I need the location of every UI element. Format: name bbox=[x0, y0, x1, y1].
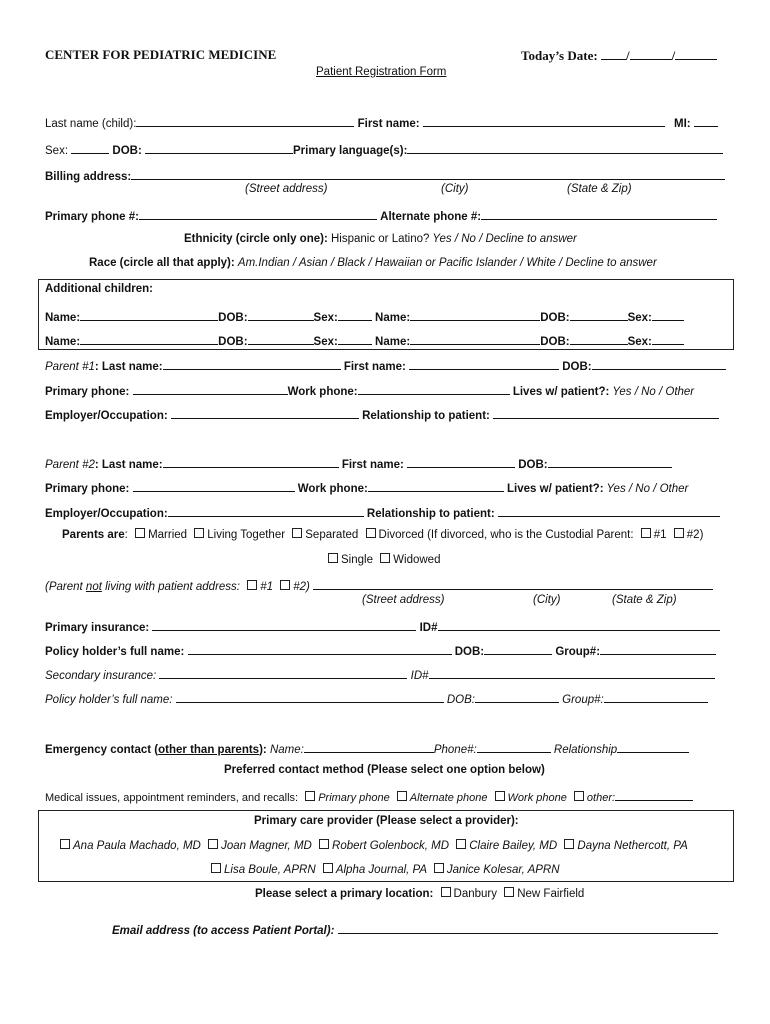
language-label: Primary language(s): bbox=[293, 145, 408, 157]
primary-insurance-label: Primary insurance: bbox=[45, 622, 150, 634]
provider-checkbox[interactable] bbox=[211, 863, 221, 873]
address-parent1-label: #1 bbox=[260, 581, 273, 593]
primary-phone-label: Primary phone #: bbox=[45, 211, 139, 223]
parent2-last-name-field[interactable] bbox=[163, 455, 339, 468]
policy-holder-dob-field[interactable] bbox=[484, 642, 552, 655]
parent1-last-name-field[interactable] bbox=[163, 357, 341, 370]
primary-phone-field[interactable] bbox=[139, 207, 377, 220]
policy-holder-field[interactable] bbox=[188, 642, 452, 655]
contact-primary-phone-checkbox[interactable] bbox=[305, 791, 315, 801]
child-dob-field[interactable] bbox=[570, 332, 628, 345]
ethnicity-options[interactable]: Yes / No / Decline to answer bbox=[429, 233, 577, 245]
child-name-field[interactable] bbox=[80, 308, 218, 321]
org-name: CENTER FOR PEDIATRIC MEDICINE bbox=[45, 47, 277, 62]
form-title: Patient Registration Form bbox=[316, 66, 447, 78]
emergency-label-b: ): bbox=[259, 744, 267, 756]
provider-boule: Lisa Boule, APRN bbox=[224, 864, 316, 876]
location-row bbox=[255, 887, 584, 900]
parent1-employer-field[interactable] bbox=[171, 406, 359, 419]
policy-holder-dob-label: DOB: bbox=[454, 646, 485, 658]
parent1-relationship-label: Relationship to patient: bbox=[362, 410, 490, 422]
child-dob-field[interactable] bbox=[570, 308, 628, 321]
child-dob-field[interactable] bbox=[248, 308, 314, 321]
policy-holder-row bbox=[45, 642, 716, 658]
alternate-phone-field[interactable] bbox=[481, 207, 717, 220]
provider-checkbox[interactable] bbox=[434, 863, 444, 873]
primary-insurance-row bbox=[45, 618, 720, 634]
provider-row-1 bbox=[56, 839, 688, 852]
billing-row bbox=[45, 167, 725, 183]
contact-primary-phone-label: Primary phone bbox=[318, 792, 390, 804]
parent1-relationship-field[interactable] bbox=[493, 406, 719, 419]
separated-checkbox[interactable] bbox=[292, 528, 302, 538]
address-parent2-checkbox[interactable] bbox=[280, 580, 290, 590]
provider-nethercott: Dayna Nethercott, PA bbox=[577, 840, 688, 852]
provider-checkbox[interactable] bbox=[60, 839, 70, 849]
child-name-field[interactable] bbox=[410, 332, 540, 345]
secondary-holder-row bbox=[45, 690, 708, 706]
parent2-dob-label: DOB: bbox=[518, 459, 548, 471]
child-name-label: Name: bbox=[45, 336, 81, 348]
provider-checkbox[interactable] bbox=[323, 863, 333, 873]
race-label: Race (circle all that apply): bbox=[89, 257, 235, 269]
race-options[interactable]: Am.Indian / Asian / Black / Hawaiian or Pacific Islander / White / Decline to answer bbox=[237, 257, 657, 269]
date-label: Today’s Date: bbox=[521, 48, 598, 63]
primary-id-label: ID# bbox=[419, 622, 438, 634]
child-sex-field[interactable] bbox=[338, 332, 372, 345]
group-field[interactable] bbox=[600, 642, 716, 655]
sex-dob-row bbox=[45, 141, 723, 157]
date-month-field[interactable] bbox=[601, 47, 626, 60]
ethnicity-row bbox=[184, 233, 577, 245]
date-separator: / bbox=[671, 48, 676, 63]
parent1-primary-phone-field[interactable] bbox=[133, 382, 288, 395]
divorced-checkbox[interactable] bbox=[366, 528, 376, 538]
new-fairfield-label: New Fairfield bbox=[517, 888, 585, 900]
secondary-holder-dob-label: DOB: bbox=[446, 694, 475, 706]
date-year-field[interactable] bbox=[675, 47, 717, 60]
provider-golenbock: Robert Golenbock, MD bbox=[332, 840, 449, 852]
divorced-label: Divorced (If divorced, who is the Custodial Parent: bbox=[378, 529, 634, 541]
email-field[interactable] bbox=[338, 921, 718, 934]
parent1-first-name-field[interactable] bbox=[409, 357, 559, 370]
date-day-field[interactable] bbox=[630, 47, 672, 60]
parent1-dob-field[interactable] bbox=[592, 357, 726, 370]
parent2-dob-field[interactable] bbox=[548, 455, 672, 468]
child-name-label: Name: bbox=[375, 312, 411, 324]
emergency-relationship-label: Relationship bbox=[553, 744, 618, 756]
widowed-checkbox[interactable] bbox=[380, 553, 390, 563]
secondary-insurance-label: Secondary insurance: bbox=[45, 670, 157, 682]
parent2-last-name-label: : Last name: bbox=[94, 459, 163, 471]
provider-row-2 bbox=[207, 863, 560, 876]
parent2-first-name-field[interactable] bbox=[407, 455, 515, 468]
child-name-label: Name: bbox=[45, 312, 81, 324]
parent1-lives-options[interactable]: Yes / No / Other bbox=[609, 386, 695, 398]
emergency-relationship-field[interactable] bbox=[617, 740, 689, 753]
location-label: Please select a primary location: bbox=[255, 888, 434, 900]
single-label: Single bbox=[341, 554, 373, 566]
language-field[interactable] bbox=[407, 141, 723, 154]
parent-address-row bbox=[45, 577, 713, 593]
parent-address-city-hint: (City) bbox=[533, 594, 561, 606]
emergency-label-a: Emergency contact ( bbox=[45, 744, 159, 756]
first-name-label: First name: bbox=[357, 118, 420, 130]
contact-alternate-phone-label: Alternate phone bbox=[409, 792, 488, 804]
billing-field[interactable] bbox=[131, 167, 725, 180]
child-name-row bbox=[45, 114, 665, 130]
single-widowed-row bbox=[324, 553, 440, 566]
secondary-id-field[interactable] bbox=[429, 666, 715, 679]
sex-label: Sex: bbox=[45, 145, 69, 157]
parent1-label: Parent #1 bbox=[45, 361, 95, 373]
child-sex-field[interactable] bbox=[652, 332, 684, 345]
parent-address-not: not bbox=[85, 581, 102, 593]
parent2-name-row bbox=[45, 455, 672, 471]
parent2-label: Parent #2 bbox=[45, 459, 95, 471]
danbury-checkbox[interactable] bbox=[441, 887, 451, 897]
primary-id-field[interactable] bbox=[438, 618, 720, 631]
secondary-insurance-field[interactable] bbox=[159, 666, 407, 679]
custodial-parent1-label: #1 bbox=[653, 529, 667, 541]
provider-title: Primary care provider (Please select a provider): bbox=[254, 815, 519, 827]
custodial-parent1-checkbox[interactable] bbox=[641, 528, 651, 538]
married-label: Married bbox=[148, 529, 188, 541]
parent1-employer-label: Employer/Occupation: bbox=[45, 410, 168, 422]
parent2-primary-phone-field[interactable] bbox=[133, 479, 295, 492]
child-dob-label: DOB: bbox=[540, 336, 570, 348]
parent1-dob-label: DOB: bbox=[562, 361, 592, 373]
provider-checkbox[interactable] bbox=[208, 839, 218, 849]
emergency-row bbox=[45, 740, 689, 756]
parent1-work-phone-label: Work phone: bbox=[287, 386, 358, 398]
email-row bbox=[112, 921, 718, 937]
provider-checkbox[interactable] bbox=[319, 839, 329, 849]
child-sex-field[interactable] bbox=[652, 308, 684, 321]
child-dob-label: DOB: bbox=[218, 336, 248, 348]
parent2-relationship-label: Relationship to patient: bbox=[366, 508, 495, 520]
contact-other-checkbox[interactable] bbox=[574, 791, 584, 801]
dob-field[interactable] bbox=[145, 141, 293, 154]
parent-address-lead: (Parent bbox=[45, 581, 86, 593]
child-sex-label: Sex: bbox=[313, 336, 338, 348]
danbury-label: Danbury bbox=[453, 888, 498, 900]
child-sex-field[interactable] bbox=[338, 308, 372, 321]
provider-magner: Joan Magner, MD bbox=[221, 840, 312, 852]
parents-are-colon: : bbox=[124, 529, 128, 541]
secondary-insurance-row bbox=[45, 666, 715, 682]
billing-label: Billing address: bbox=[45, 171, 132, 183]
mi-label: MI: bbox=[674, 118, 691, 130]
preferred-contact-heading: Preferred contact method (Please select one option below) bbox=[224, 764, 545, 776]
dob-label: DOB: bbox=[112, 145, 142, 157]
parent2-first-name-label: First name: bbox=[341, 459, 404, 471]
parent2-employer-label: Employer/Occupation: bbox=[45, 508, 168, 520]
parents-are-row bbox=[62, 528, 703, 541]
policy-holder-label: Policy holder’s full name: bbox=[45, 646, 185, 658]
child-dob-label: DOB: bbox=[540, 312, 570, 324]
billing-state-hint: (State & Zip) bbox=[567, 183, 632, 195]
contact-alternate-phone-checkbox[interactable] bbox=[397, 791, 407, 801]
child-name-label: Name: bbox=[375, 336, 411, 348]
parent-address-rest: living with patient address: bbox=[101, 581, 240, 593]
child-dob-field[interactable] bbox=[248, 332, 314, 345]
phone-row bbox=[45, 207, 717, 223]
parent1-primary-phone-label: Primary phone: bbox=[45, 386, 130, 398]
contact-other-field[interactable] bbox=[615, 788, 693, 801]
alternate-phone-label: Alternate phone #: bbox=[380, 211, 482, 223]
parents-are-label: Parents are bbox=[62, 529, 125, 541]
new-fairfield-checkbox[interactable] bbox=[504, 887, 514, 897]
sex-field[interactable] bbox=[71, 141, 109, 154]
separated-label: Separated bbox=[305, 529, 359, 541]
parent1-phone-row bbox=[45, 382, 694, 398]
ethnicity-question: Hispanic or Latino? bbox=[327, 233, 430, 245]
parent2-work-phone-label: Work phone: bbox=[297, 483, 368, 495]
emergency-phone-field[interactable] bbox=[477, 740, 551, 753]
date-separator: / bbox=[625, 48, 630, 63]
parent2-employer-field[interactable] bbox=[168, 504, 364, 517]
child-sex-label: Sex: bbox=[627, 336, 652, 348]
provider-checkbox[interactable] bbox=[456, 839, 466, 849]
provider-bailey: Claire Bailey, MD bbox=[469, 840, 558, 852]
child-row-1 bbox=[45, 308, 684, 324]
parent2-primary-phone-label: Primary phone: bbox=[45, 483, 130, 495]
ethnicity-label: Ethnicity (circle only one): bbox=[184, 233, 328, 245]
provider-machado: Ana Paula Machado, MD bbox=[73, 840, 201, 852]
child-name-field[interactable] bbox=[410, 308, 540, 321]
parent2-relationship-field[interactable] bbox=[498, 504, 720, 517]
race-row bbox=[89, 257, 657, 269]
secondary-group-field[interactable] bbox=[604, 690, 708, 703]
billing-city-hint: (City) bbox=[441, 183, 469, 195]
parent2-work-phone-field[interactable] bbox=[368, 479, 504, 492]
additional-children-title: Additional children: bbox=[45, 283, 153, 295]
emergency-label-underlined: other than parents bbox=[158, 744, 260, 756]
contact-work-phone-label: Work phone bbox=[507, 792, 567, 804]
parent2-employer-row bbox=[45, 504, 720, 520]
medical-issues-label: Medical issues, appointment reminders, and recalls: bbox=[45, 792, 299, 804]
living-together-checkbox[interactable] bbox=[194, 528, 204, 538]
email-label: Email address (to access Patient Portal): bbox=[112, 925, 335, 937]
parent1-employer-row bbox=[45, 406, 719, 422]
secondary-group-label: Group#: bbox=[562, 694, 604, 706]
address-parent2-label: #2) bbox=[293, 581, 310, 593]
provider-kolesar: Janice Kolesar, APRN bbox=[446, 864, 560, 876]
primary-insurance-field[interactable] bbox=[152, 618, 416, 631]
child-sex-label: Sex: bbox=[627, 312, 652, 324]
parent2-lives-options[interactable]: Yes / No / Other bbox=[603, 483, 689, 495]
parent1-name-row bbox=[45, 357, 726, 373]
widowed-label: Widowed bbox=[393, 554, 441, 566]
married-checkbox[interactable] bbox=[135, 528, 145, 538]
child-row-2 bbox=[45, 332, 684, 348]
contact-method-row bbox=[45, 788, 693, 804]
custodial-parent2-checkbox[interactable] bbox=[674, 528, 684, 538]
child-dob-label: DOB: bbox=[218, 312, 248, 324]
address-parent1-checkbox[interactable] bbox=[247, 580, 257, 590]
parent-address-state-hint: (State & Zip) bbox=[612, 594, 677, 606]
emergency-phone-label: Phone#: bbox=[433, 744, 477, 756]
single-checkbox[interactable] bbox=[328, 553, 338, 563]
contact-other-label: other: bbox=[586, 792, 616, 804]
parent1-lives-label: Lives w/ patient?: bbox=[512, 386, 610, 398]
parent-address-street-hint: (Street address) bbox=[362, 594, 445, 606]
last-name-label: Last name (child): bbox=[45, 118, 137, 130]
parent1-first-name-label: First name: bbox=[343, 361, 406, 373]
parent-address-field[interactable] bbox=[313, 577, 713, 590]
custodial-parent2-label: #2) bbox=[686, 529, 704, 541]
secondary-holder-field[interactable] bbox=[176, 690, 444, 703]
mi-field[interactable] bbox=[694, 114, 718, 127]
child-sex-label: Sex: bbox=[313, 312, 338, 324]
provider-checkbox[interactable] bbox=[564, 839, 574, 849]
first-name-field[interactable] bbox=[423, 114, 665, 127]
secondary-holder-label: Policy holder’s full name: bbox=[45, 694, 173, 706]
living-together-label: Living Together bbox=[207, 529, 286, 541]
parent2-lives-label: Lives w/ patient?: bbox=[507, 483, 604, 495]
emergency-name-label: Name: bbox=[269, 744, 304, 756]
child-name-field[interactable] bbox=[80, 332, 218, 345]
todays-date bbox=[521, 47, 717, 64]
provider-journal: Alpha Journal, PA bbox=[335, 864, 427, 876]
contact-work-phone-checkbox[interactable] bbox=[495, 791, 505, 801]
parent2-phone-row bbox=[45, 479, 688, 495]
secondary-holder-dob-field[interactable] bbox=[475, 690, 559, 703]
group-label: Group#: bbox=[555, 646, 601, 658]
parent1-last-name-label: : Last name: bbox=[94, 361, 163, 373]
mi-group bbox=[674, 114, 718, 130]
parent1-work-phone-field[interactable] bbox=[358, 382, 510, 395]
billing-street-hint: (Street address) bbox=[245, 183, 328, 195]
emergency-name-field[interactable] bbox=[304, 740, 434, 753]
last-name-field[interactable] bbox=[136, 114, 354, 127]
secondary-id-label: ID# bbox=[410, 670, 429, 682]
